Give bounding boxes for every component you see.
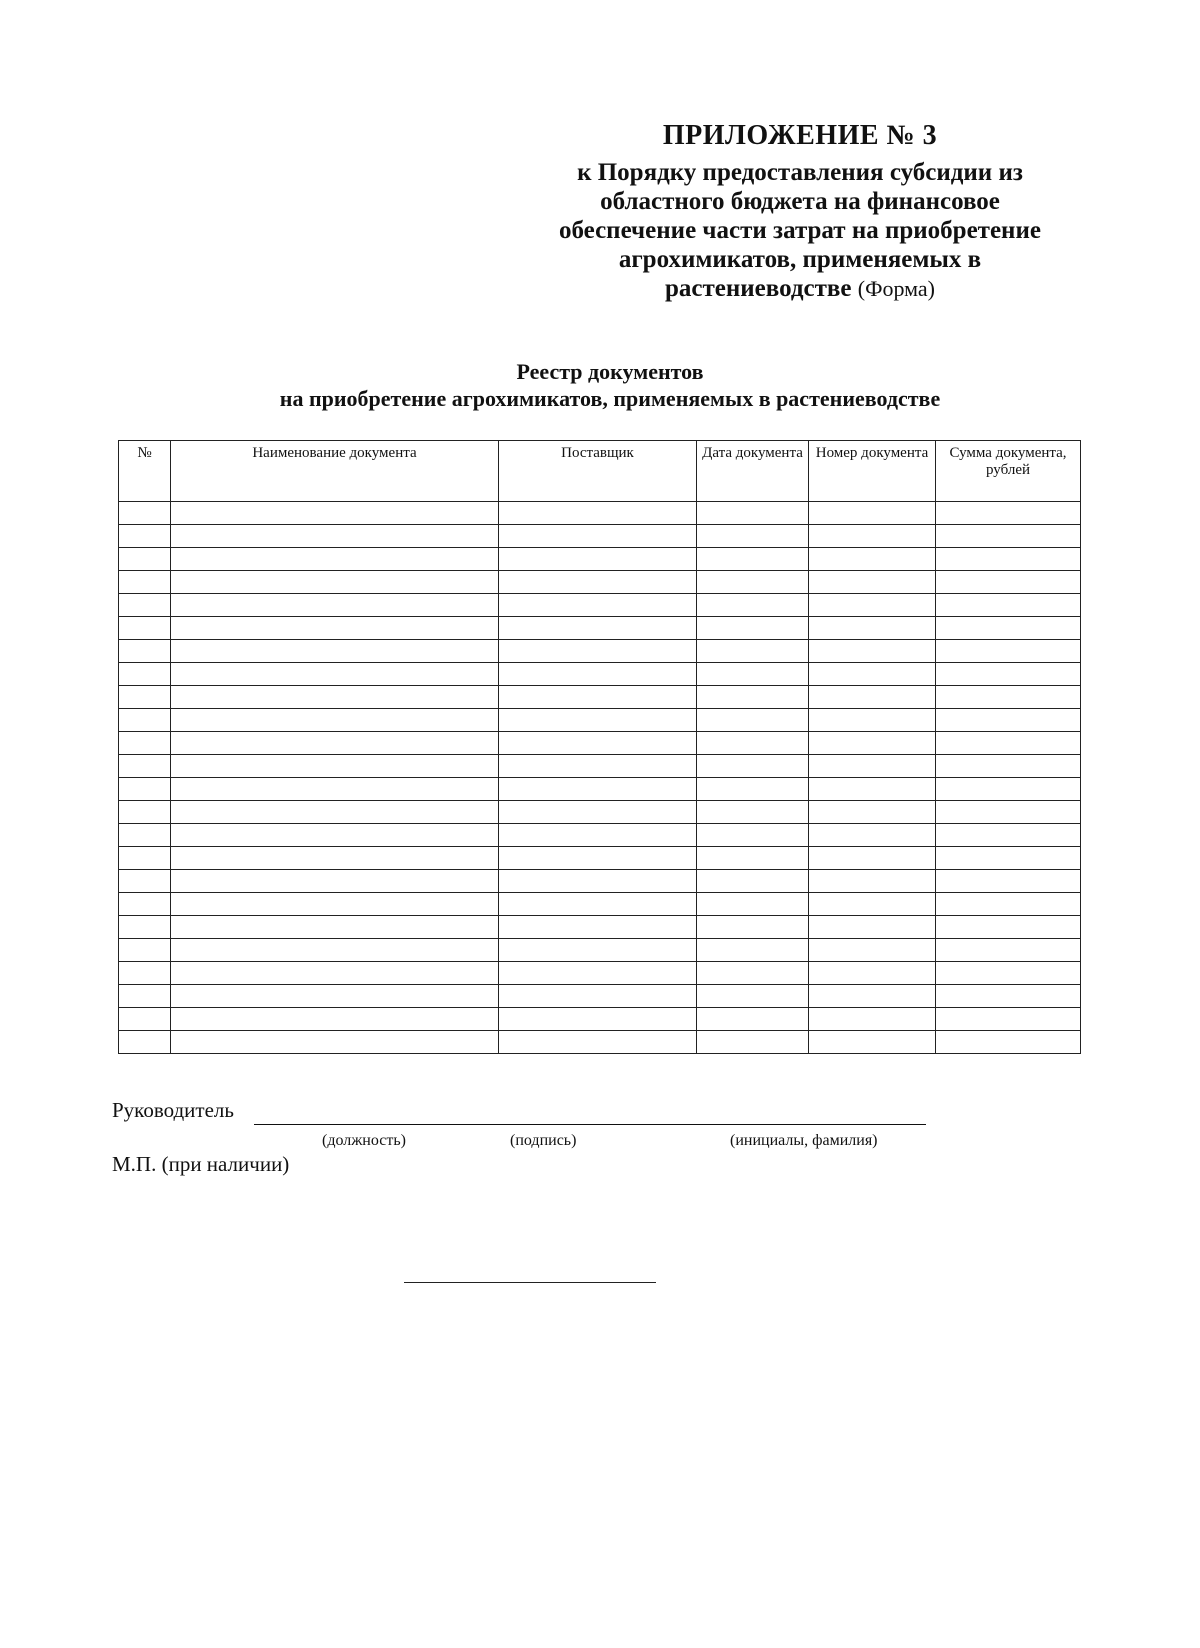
table-row — [119, 502, 1081, 525]
table-cell — [936, 870, 1081, 893]
form-note: (Форма) — [857, 276, 935, 301]
table-row — [119, 755, 1081, 778]
table-cell — [936, 1008, 1081, 1031]
table-cell — [936, 962, 1081, 985]
table-cell — [809, 893, 936, 916]
table-header-row — [119, 441, 1081, 502]
table-cell — [499, 525, 697, 548]
table-cell — [499, 732, 697, 755]
table-cell — [119, 939, 171, 962]
table-cell — [697, 502, 809, 525]
appendix-header — [520, 120, 1080, 303]
table-cell — [171, 571, 499, 594]
table-cell — [171, 525, 499, 548]
table-cell — [809, 1031, 936, 1054]
table-row — [119, 663, 1081, 686]
table-cell — [809, 847, 936, 870]
table-cell — [936, 686, 1081, 709]
table-cell — [936, 525, 1081, 548]
table-row — [119, 732, 1081, 755]
table-row — [119, 893, 1081, 916]
table-cell — [171, 686, 499, 709]
appendix-line: растениеводстве — [664, 275, 852, 302]
table-cell — [499, 985, 697, 1008]
table-cell — [936, 548, 1081, 571]
table-cell — [697, 916, 809, 939]
table-row — [119, 1008, 1081, 1031]
table-cell — [171, 502, 499, 525]
table-cell — [171, 870, 499, 893]
table-cell — [499, 870, 697, 893]
table-cell — [499, 824, 697, 847]
table-cell — [697, 617, 809, 640]
table-cell — [171, 755, 499, 778]
registry-title-line1: Реестр документов — [516, 359, 704, 384]
table-cell — [499, 1008, 697, 1031]
table-cell — [171, 1031, 499, 1054]
table-cell — [499, 939, 697, 962]
appendix-line: обеспечение части затрат на приобретение — [559, 217, 1041, 244]
table-cell — [697, 847, 809, 870]
registry-body — [119, 502, 1081, 1054]
table-cell — [809, 617, 936, 640]
table-cell — [697, 732, 809, 755]
table-cell — [936, 640, 1081, 663]
col-header-doc-sum: Сумма документа, рублей — [936, 441, 1081, 502]
table-cell — [171, 824, 499, 847]
table-cell — [809, 548, 936, 571]
table-cell — [171, 732, 499, 755]
table-cell — [809, 1008, 936, 1031]
table-cell — [809, 709, 936, 732]
table-cell — [936, 939, 1081, 962]
table-cell — [936, 709, 1081, 732]
col-header-doc-name: Наименование документа — [171, 441, 499, 502]
table-cell — [809, 985, 936, 1008]
table-cell — [119, 778, 171, 801]
table-cell — [171, 893, 499, 916]
table-row — [119, 640, 1081, 663]
appendix-line: областного бюджета на финансовое — [600, 188, 1000, 215]
table-cell — [809, 755, 936, 778]
registry-title — [140, 358, 1080, 412]
table-cell — [119, 525, 171, 548]
table-cell — [171, 939, 499, 962]
signature-line — [254, 1124, 926, 1125]
table-cell — [171, 847, 499, 870]
appendix-line: к Порядку предоставления субсидии из — [577, 159, 1023, 186]
table-cell — [809, 640, 936, 663]
table-cell — [936, 502, 1081, 525]
stamp-note: М.П. (при наличии) — [112, 1152, 290, 1176]
table-row — [119, 870, 1081, 893]
table-cell — [119, 709, 171, 732]
table-cell — [697, 755, 809, 778]
table-cell — [936, 916, 1081, 939]
table-cell — [809, 939, 936, 962]
table-cell — [809, 502, 936, 525]
table-cell — [697, 663, 809, 686]
table-cell — [936, 594, 1081, 617]
table-row — [119, 778, 1081, 801]
table-cell — [499, 709, 697, 732]
table-cell — [499, 502, 697, 525]
table-cell — [119, 847, 171, 870]
table-cell — [119, 640, 171, 663]
table-cell — [171, 640, 499, 663]
signature-label: Руководитель — [112, 1098, 234, 1122]
table-cell — [119, 1031, 171, 1054]
table-cell — [697, 985, 809, 1008]
table-cell — [936, 1031, 1081, 1054]
table-cell — [936, 663, 1081, 686]
table-cell — [697, 594, 809, 617]
table-cell — [697, 548, 809, 571]
table-cell — [119, 916, 171, 939]
table-cell — [936, 755, 1081, 778]
table-cell — [119, 548, 171, 571]
table-cell — [171, 617, 499, 640]
table-cell — [809, 594, 936, 617]
table-cell — [171, 778, 499, 801]
table-cell — [119, 617, 171, 640]
registry-table — [118, 440, 1081, 1054]
table-cell — [119, 985, 171, 1008]
table-cell — [119, 755, 171, 778]
table-cell — [119, 594, 171, 617]
table-cell — [809, 778, 936, 801]
table-cell — [936, 985, 1081, 1008]
table-cell — [697, 709, 809, 732]
table-cell — [119, 686, 171, 709]
table-cell — [499, 755, 697, 778]
appendix-last-line — [520, 274, 1080, 303]
appendix-line: агрохимикатов, применяемых в — [618, 246, 982, 273]
table-cell — [499, 916, 697, 939]
caption-signature: (подпись) — [510, 1132, 577, 1149]
table-cell — [171, 663, 499, 686]
table-cell — [119, 663, 171, 686]
appendix-title: ПРИЛОЖЕНИЕ № 3 — [662, 120, 938, 151]
table-row — [119, 847, 1081, 870]
table-cell — [499, 801, 697, 824]
table-cell — [119, 1008, 171, 1031]
table-cell — [936, 847, 1081, 870]
registry-title-line2: на приобретение агрохимикатов, применяемых в растениеводстве — [279, 386, 941, 411]
table-cell — [809, 824, 936, 847]
caption-initials: (инициалы, фамилия) — [730, 1132, 878, 1149]
table-cell — [936, 571, 1081, 594]
table-row — [119, 824, 1081, 847]
table-cell — [499, 663, 697, 686]
table-cell — [119, 732, 171, 755]
table-cell — [936, 778, 1081, 801]
table-cell — [936, 732, 1081, 755]
table-row — [119, 594, 1081, 617]
table-row — [119, 939, 1081, 962]
table-cell — [809, 916, 936, 939]
table-cell — [697, 962, 809, 985]
table-row — [119, 1031, 1081, 1054]
table-cell — [171, 962, 499, 985]
table-cell — [697, 824, 809, 847]
table-cell — [499, 617, 697, 640]
table-cell — [119, 893, 171, 916]
table-cell — [936, 801, 1081, 824]
table-cell — [697, 571, 809, 594]
table-cell — [119, 824, 171, 847]
table-cell — [697, 1008, 809, 1031]
col-header-number: № — [119, 441, 171, 502]
table-cell — [171, 594, 499, 617]
bottom-rule — [404, 1282, 656, 1283]
table-cell — [499, 686, 697, 709]
table-row — [119, 525, 1081, 548]
table-cell — [697, 686, 809, 709]
table-cell — [499, 893, 697, 916]
table-cell — [809, 571, 936, 594]
table-cell — [809, 870, 936, 893]
table-row — [119, 709, 1081, 732]
table-cell — [171, 916, 499, 939]
table-row — [119, 548, 1081, 571]
table-cell — [499, 1031, 697, 1054]
table-cell — [119, 870, 171, 893]
table-cell — [809, 732, 936, 755]
table-cell — [119, 962, 171, 985]
table-cell — [119, 502, 171, 525]
table-cell — [171, 985, 499, 1008]
table-cell — [936, 893, 1081, 916]
table-row — [119, 571, 1081, 594]
table-row — [119, 617, 1081, 640]
table-cell — [809, 962, 936, 985]
table-cell — [499, 548, 697, 571]
table-cell — [697, 801, 809, 824]
table-cell — [119, 801, 171, 824]
table-cell — [697, 525, 809, 548]
table-cell — [697, 640, 809, 663]
table-cell — [171, 548, 499, 571]
table-cell — [499, 847, 697, 870]
table-cell — [171, 709, 499, 732]
table-cell — [499, 594, 697, 617]
table-row — [119, 916, 1081, 939]
col-header-doc-number: Номер документа — [809, 441, 936, 502]
table-cell — [119, 571, 171, 594]
col-header-supplier: Поставщик — [499, 441, 697, 502]
table-row — [119, 985, 1081, 1008]
table-cell — [809, 525, 936, 548]
table-cell — [697, 939, 809, 962]
col-header-doc-date: Дата документа — [697, 441, 809, 502]
table-cell — [499, 778, 697, 801]
table-cell — [697, 893, 809, 916]
table-cell — [809, 801, 936, 824]
table-row — [119, 801, 1081, 824]
table-cell — [697, 1031, 809, 1054]
table-cell — [171, 801, 499, 824]
table-cell — [499, 640, 697, 663]
table-row — [119, 962, 1081, 985]
table-cell — [697, 870, 809, 893]
caption-position: (должность) — [322, 1132, 406, 1149]
table-cell — [809, 663, 936, 686]
table-cell — [936, 824, 1081, 847]
table-row — [119, 686, 1081, 709]
table-cell — [936, 617, 1081, 640]
table-cell — [171, 1008, 499, 1031]
table-cell — [499, 962, 697, 985]
table-cell — [697, 778, 809, 801]
table-cell — [809, 686, 936, 709]
table-cell — [499, 571, 697, 594]
